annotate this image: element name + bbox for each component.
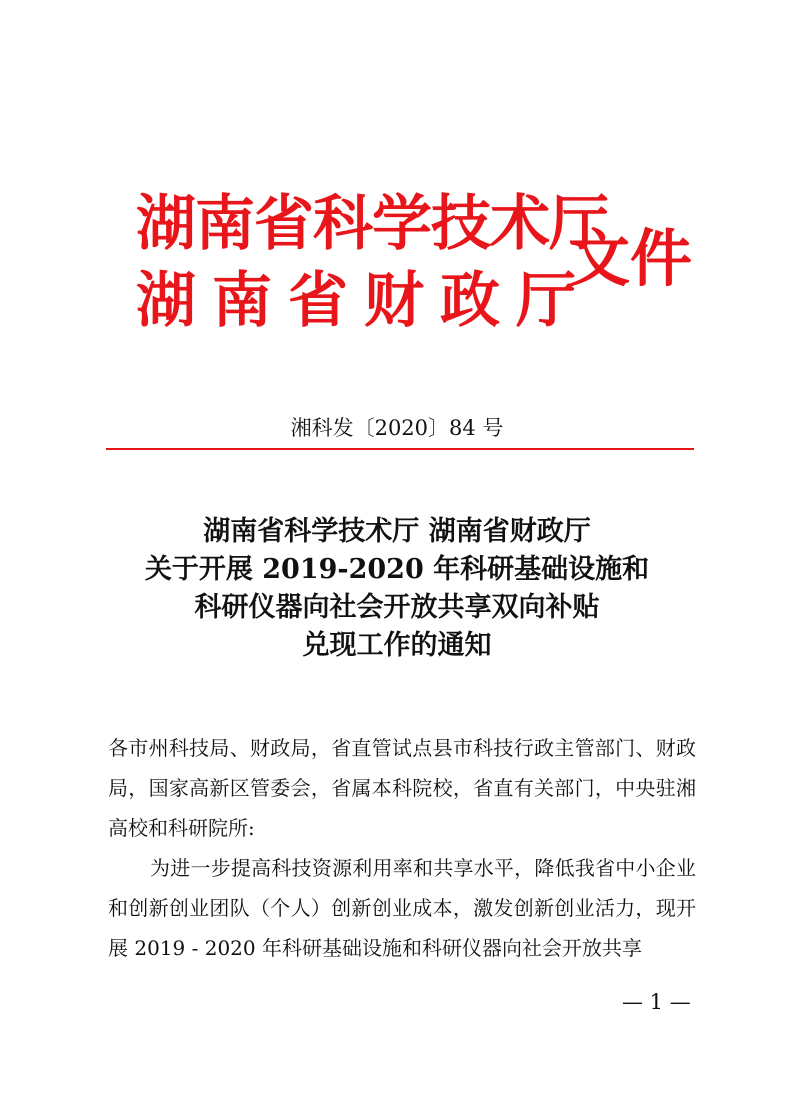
recipients-paragraph: 各市州科技局、财政局，省直管试点县市科技行政主管部门、财政局，国家高新区管委会，省属本科院校，省直有关部门，中央驻湘高校和科研院所: [108, 736, 696, 840]
title-line-3: 科研仪器向社会开放共享双向补贴 [194, 592, 600, 623]
issuer-name-line-2: 湖南省财政厅 [136, 266, 592, 336]
document-number: 湘科发〔2020〕84 号 [290, 416, 504, 440]
page-number: — 1 — [622, 990, 691, 1014]
document-body [108, 728, 696, 968]
red-divider-line [106, 448, 694, 450]
document-title [0, 513, 794, 665]
title-line-1: 湖南省科学技术厅 湖南省财政厅 [203, 516, 591, 547]
title-line-2: 关于开展 2019-2020 年科研基础设施和 [144, 554, 650, 585]
title-line-4: 兑现工作的通知 [302, 630, 492, 661]
body-paragraph-1: 为进一步提高科技资源利用率和共享水平，降低我省中小企业和创新创业团队（个人）创新创业成本，激发创新创业活力，现开展 2019 - 2020 年科研基础设施和科研仪器向社会开放共享 [108, 856, 696, 960]
document-type-label: 文件 [568, 222, 693, 295]
issuer-name-line-1: 湖南省科学技术厅 [136, 189, 608, 259]
